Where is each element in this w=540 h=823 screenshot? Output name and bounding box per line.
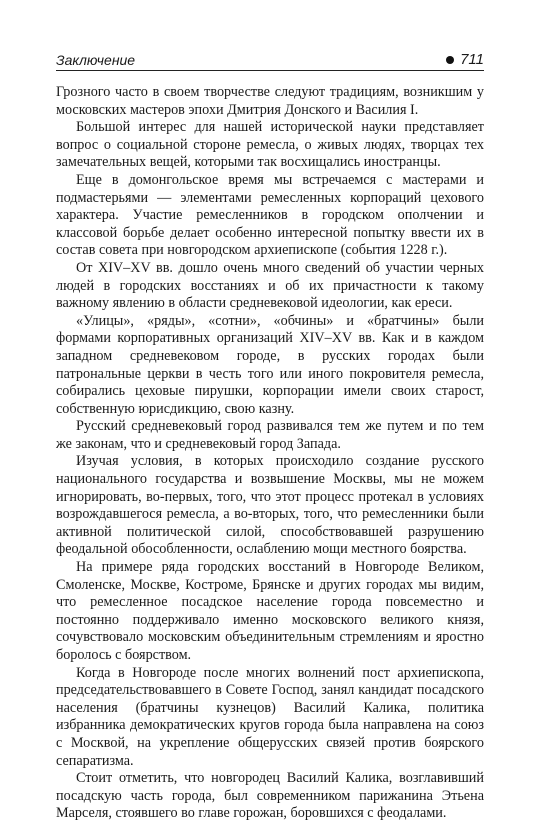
paragraph: Русский средневековый город развивался тем же путем и по тем же законам, что и средневековый город Запада. — [56, 418, 484, 452]
page-number: 711 — [460, 51, 484, 68]
paragraph: Еще в домонгольское время мы встречаемся с мастерами и подмастерьями — элементами ремесленных корпораций цехового характера. Участие ремесленников в городском ополчении и классовой борьбе делает особенно интересной попытку ввести их в состав совета при новгородском архиепископе (события 1228 г.). — [56, 171, 484, 259]
running-header — [56, 46, 484, 71]
section-title: Заключение — [56, 52, 136, 68]
bullet-icon — [446, 56, 454, 64]
paragraph: Когда в Новгороде после многих волнений пост архиепископа, председательствовавшего в Совете Господ, занял кандидат посадского населения (братчины кузнецов) Василий Калика, политика избранника демократических кругов города была направлена на союз с Москвой, на укрепление общерусских связей против боярского сепаратизма. — [56, 664, 484, 769]
paragraph: Большой интерес для нашей исторической науки представляет вопрос о социальной стороне ремесла, о живых людях, творцах тех замечательных вещей, которыми так восхищались иностранцы. — [56, 119, 484, 171]
paragraph: От XIV–XV вв. дошло очень много сведений об участии черных людей в городских восстаниях и об их причастности к такому важному явлению в области средневековой идеологии, как ереси. — [56, 259, 484, 312]
paragraph: На примере ряда городских восстаний в Новгороде Великом, Смоленске, Москве, Костроме, Брянске и других городах мы видим, что ремесленное посадское население города повсеместно и постоянно поддерживало именно московского великого князя, сочувствовало московским объединительным стремлениям и яростно боролось с боярством. — [56, 559, 484, 663]
paragraph: «Улицы», «ряды», «сотни», «обчины» и «братчины» были формами корпоративных организаций XIV–XV вв. Как и в каждом западном средневековом городе, в русских городах были патрональные церкви в честь того или иного покровителя ремесла, собирались цеховые пирушки, корпорации имели своих старост, собственную юрисдикцию, свою казну. — [56, 312, 484, 417]
paragraph: Грозного часто в своем творчестве следуют традициям, возникшим у московских мастеров эпохи Дмитрия Донского и Василия I. — [56, 84, 484, 118]
paragraph: Стоит отметить, что новгородец Василий Калика, возглавивший посадскую часть города, был современником парижанина Этьена Марселя, стоявшего во главе горожан, боровшихся с феодалами. — [56, 770, 484, 822]
page-number-block — [446, 51, 484, 68]
paragraph: Изучая условия, в которых происходило создание русского национального государства и возвышение Москвы, мы не можем игнорировать, во-первых, того, что этот процесс протекал в условиях возрождавшегося ремесла, а во-вторых, того, что ремесленники были активной политической силой, способствовавшей разрушению феодальной обособленности, ослаблению мощи местного боярства. — [56, 453, 484, 558]
body-text — [56, 84, 484, 823]
